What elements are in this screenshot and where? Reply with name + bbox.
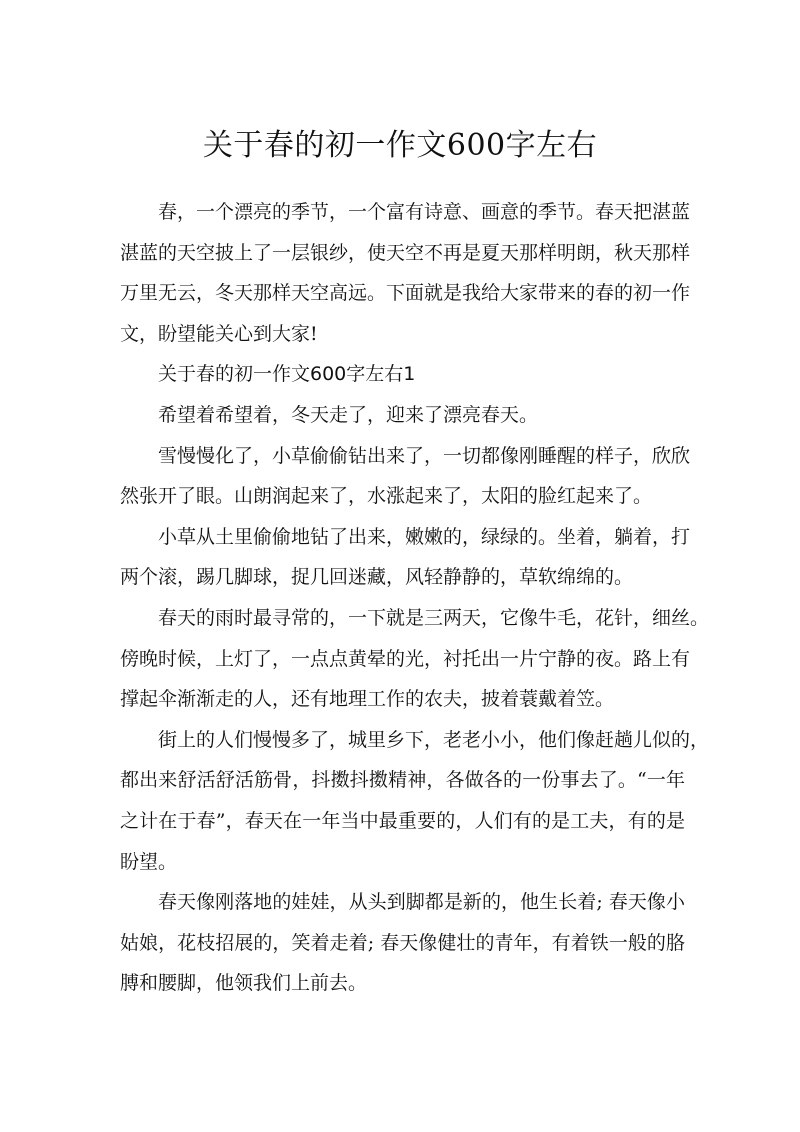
paragraph [120,720,710,882]
paragraph [120,192,691,354]
paragraph [120,517,691,598]
text-line: 之计在于春”，春天在一年当中最重要的，人们有的是工夫，有的是 [120,809,685,832]
text-line: 文，盼望能关心到大家! [120,322,318,345]
text-line: 雪慢慢化了，小草偷偷钻出来了，一切都像刚睡醒的样子，欣欣 [158,444,691,467]
paragraph [120,882,685,1004]
text-line: 湛蓝的天空披上了一层银纱，使天空不再是夏天那样明朗，秋天那样 [120,241,691,264]
text-line: 春天的雨时最寻常的，一下就是三两天，它像牛毛，花针，细丝。 [158,606,710,629]
paragraph [120,598,710,720]
text-line: 都出来舒活舒活筋骨，抖擞抖擞精神，各做各的一份事去了。“一年 [120,769,685,792]
paragraph [120,436,691,517]
text-line: 傍晚时候，上灯了，一点点黄晕的光，衬托出一片宁静的夜。路上有 [120,647,691,670]
section-heading-text: 关于春的初一作文600字左右1 [158,363,416,386]
paragraph [120,395,685,436]
text-line: 春天像刚落地的娃娃，从头到脚都是新的，他生长着; 春天像小 [158,891,685,914]
text-line: 希望着希望着，冬天走了，迎来了漂亮春天。 [158,403,539,426]
document-title: 关于春的初一作文600字左右 [202,128,598,163]
document-body [120,192,710,1004]
text-line: 然张开了眼。山朗润起来了，水涨起来了，太阳的脸红起来了。 [120,485,653,508]
text-line: 春，一个漂亮的季节，一个富有诗意、画意的季节。春天把湛蓝 [158,201,691,223]
text-line: 盼望。 [120,850,178,873]
text-line: 街上的人们慢慢多了，城里乡下，老老小小，他们像赶趟儿似的， [158,728,710,751]
text-line: 两个滚，踢几脚球，捉几回迷藏，风轻静静的，草软绵绵的。 [120,566,634,589]
section-heading [120,354,685,395]
text-line: 姑娘，花枝招展的，笑着走着; 春天像健壮的青年，有着铁一般的胳 [120,931,685,954]
text-line: 膊和腰脚，他领我们上前去。 [120,972,368,995]
text-line: 撑起伞渐渐走的人，还有地理工作的农夫，披着蓑戴着笠。 [120,688,615,711]
text-line: 万里无云，冬天那样天空高远。下面就是我给大家带来的春的初一作 [120,282,691,305]
text-line: 小草从土里偷偷地钻了出来，嫩嫩的，绿绿的。坐着，躺着，打 [158,525,691,548]
